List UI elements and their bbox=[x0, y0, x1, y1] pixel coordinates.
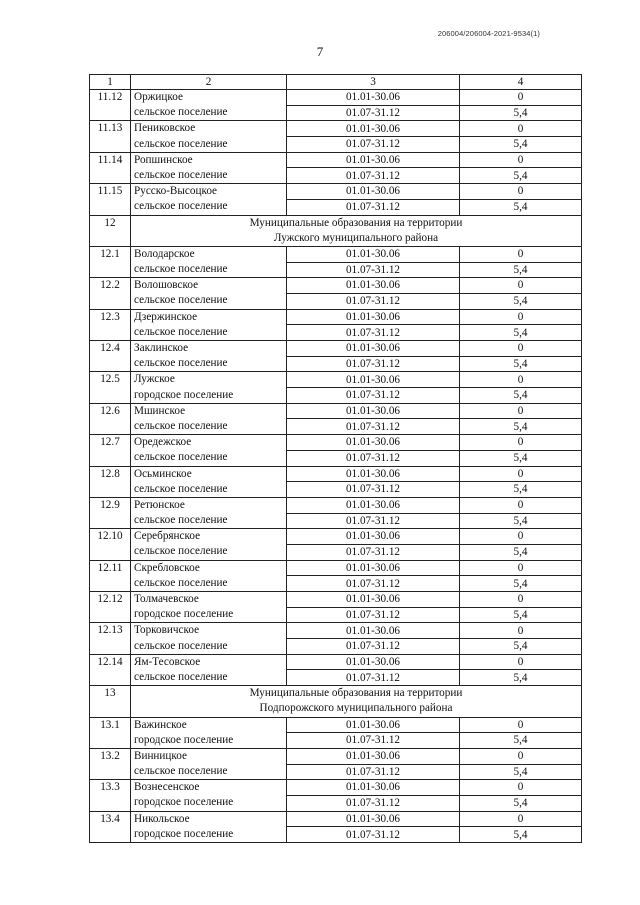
municipality-name-line: Торковичское bbox=[134, 624, 200, 637]
row-number: 13.1 bbox=[90, 717, 131, 748]
municipality-name bbox=[131, 811, 287, 842]
municipality-name-line: городское поселение bbox=[134, 827, 234, 840]
table-row bbox=[90, 90, 582, 106]
column-header: 4 bbox=[460, 75, 582, 90]
municipality-name-line: сельское поселение bbox=[134, 514, 228, 527]
row-number: 12.14 bbox=[90, 654, 131, 685]
group-title-line: Подпорожского муниципального района bbox=[259, 702, 453, 715]
municipality-name-line: сельское поселение bbox=[134, 639, 228, 652]
value-cell: 0 bbox=[460, 811, 582, 827]
table-row bbox=[90, 184, 582, 200]
value-cell: 5,4 bbox=[460, 764, 582, 780]
period-cell: 01.07-31.12 bbox=[287, 137, 460, 153]
municipality-name bbox=[131, 435, 287, 466]
municipality-name-line: городское поселение bbox=[134, 608, 234, 621]
period-cell: 01.07-31.12 bbox=[287, 388, 460, 404]
municipality-name bbox=[131, 592, 287, 623]
municipality-name-line: Важинское bbox=[134, 718, 187, 731]
municipality-name-line: сельское поселение bbox=[134, 576, 228, 589]
period-cell: 01.07-31.12 bbox=[287, 607, 460, 623]
table-row bbox=[90, 152, 582, 168]
value-cell: 5,4 bbox=[460, 639, 582, 655]
period-cell: 01.01-30.06 bbox=[287, 560, 460, 576]
value-cell: 5,4 bbox=[460, 733, 582, 749]
table-row bbox=[90, 748, 582, 764]
municipality-name bbox=[131, 403, 287, 434]
column-header-row bbox=[90, 75, 582, 90]
group-title bbox=[131, 686, 582, 717]
value-cell: 0 bbox=[460, 560, 582, 576]
value-cell: 5,4 bbox=[460, 105, 582, 121]
value-cell: 0 bbox=[460, 152, 582, 168]
value-cell: 0 bbox=[460, 717, 582, 733]
period-cell: 01.01-30.06 bbox=[287, 497, 460, 513]
value-cell: 5,4 bbox=[460, 356, 582, 372]
period-cell: 01.01-30.06 bbox=[287, 717, 460, 733]
value-cell: 5,4 bbox=[460, 199, 582, 215]
period-cell: 01.01-30.06 bbox=[287, 748, 460, 764]
row-number: 12.9 bbox=[90, 497, 131, 528]
municipality-name-line: сельское поселение bbox=[134, 419, 228, 432]
period-cell: 01.01-30.06 bbox=[287, 623, 460, 639]
municipality-name-line: Скребловское bbox=[134, 561, 200, 574]
value-cell: 0 bbox=[460, 748, 582, 764]
municipality-name-line: Волошовское bbox=[134, 279, 199, 292]
value-cell: 5,4 bbox=[460, 137, 582, 153]
row-number: 11.13 bbox=[90, 121, 131, 152]
period-cell: 01.07-31.12 bbox=[287, 293, 460, 309]
row-number: 12.2 bbox=[90, 278, 131, 309]
value-cell: 0 bbox=[460, 466, 582, 482]
group-title-line: Лужского муниципального района bbox=[273, 231, 439, 244]
municipality-name-line: городское поселение bbox=[134, 733, 234, 746]
row-number: 12.10 bbox=[90, 529, 131, 560]
table-row bbox=[90, 435, 582, 451]
municipality-name bbox=[131, 121, 287, 152]
column-header: 3 bbox=[287, 75, 460, 90]
value-cell: 5,4 bbox=[460, 293, 582, 309]
table-row bbox=[90, 497, 582, 513]
group-title bbox=[131, 215, 582, 246]
municipality-name-line: Мшинское bbox=[134, 404, 186, 417]
period-cell: 01.01-30.06 bbox=[287, 90, 460, 106]
municipality-name-line: Ропшинское bbox=[134, 153, 193, 166]
value-cell: 0 bbox=[460, 246, 582, 262]
table-row bbox=[90, 403, 582, 419]
period-cell: 01.01-30.06 bbox=[287, 309, 460, 325]
municipality-name bbox=[131, 780, 287, 811]
row-number: 12.6 bbox=[90, 403, 131, 434]
period-cell: 01.01-30.06 bbox=[287, 403, 460, 419]
period-cell: 01.01-30.06 bbox=[287, 246, 460, 262]
row-number: 12.1 bbox=[90, 246, 131, 277]
value-cell: 0 bbox=[460, 592, 582, 608]
period-cell: 01.01-30.06 bbox=[287, 466, 460, 482]
table-row bbox=[90, 372, 582, 388]
period-cell: 01.01-30.06 bbox=[287, 780, 460, 796]
value-cell: 5,4 bbox=[460, 419, 582, 435]
municipality-name bbox=[131, 341, 287, 372]
period-cell: 01.07-31.12 bbox=[287, 325, 460, 341]
value-cell: 0 bbox=[460, 278, 582, 294]
value-cell: 5,4 bbox=[460, 450, 582, 466]
row-number: 12.5 bbox=[90, 372, 131, 403]
row-number: 12.3 bbox=[90, 309, 131, 340]
tariff-table bbox=[89, 74, 582, 843]
period-cell: 01.01-30.06 bbox=[287, 592, 460, 608]
tariff-table-body bbox=[90, 75, 582, 843]
municipality-name bbox=[131, 717, 287, 748]
municipality-name bbox=[131, 278, 287, 309]
municipality-name bbox=[131, 246, 287, 277]
municipality-name-line: сельское поселение bbox=[134, 765, 228, 778]
municipality-name-line: сельское поселение bbox=[134, 137, 228, 150]
period-cell: 01.01-30.06 bbox=[287, 184, 460, 200]
period-cell: 01.01-30.06 bbox=[287, 435, 460, 451]
municipality-name-line: сельское поселение bbox=[134, 168, 228, 181]
period-cell: 01.07-31.12 bbox=[287, 419, 460, 435]
row-number: 12.7 bbox=[90, 435, 131, 466]
table-row bbox=[90, 466, 582, 482]
row-number: 13.3 bbox=[90, 780, 131, 811]
value-cell: 5,4 bbox=[460, 576, 582, 592]
municipality-name-line: Русско-Высоцкое bbox=[134, 185, 218, 198]
value-cell: 5,4 bbox=[460, 670, 582, 686]
municipality-name-line: Заклинское bbox=[134, 342, 189, 354]
period-cell: 01.01-30.06 bbox=[287, 278, 460, 294]
municipality-name-line: Оредежское bbox=[134, 436, 192, 449]
municipality-name bbox=[131, 654, 287, 685]
period-cell: 01.01-30.06 bbox=[287, 654, 460, 670]
period-cell: 01.01-30.06 bbox=[287, 121, 460, 137]
table-row bbox=[90, 560, 582, 576]
period-cell: 01.07-31.12 bbox=[287, 356, 460, 372]
row-number: 12.8 bbox=[90, 466, 131, 497]
value-cell: 0 bbox=[460, 341, 582, 357]
value-cell: 0 bbox=[460, 623, 582, 639]
value-cell: 5,4 bbox=[460, 325, 582, 341]
table-row bbox=[90, 309, 582, 325]
municipality-name-line: Ям-Тесовское bbox=[134, 655, 201, 668]
value-cell: 5,4 bbox=[460, 388, 582, 404]
municipality-name bbox=[131, 623, 287, 654]
municipality-name bbox=[131, 497, 287, 528]
value-cell: 0 bbox=[460, 403, 582, 419]
value-cell: 5,4 bbox=[460, 607, 582, 623]
period-cell: 01.07-31.12 bbox=[287, 199, 460, 215]
period-cell: 01.07-31.12 bbox=[287, 168, 460, 184]
municipality-name-line: сельское поселение bbox=[134, 325, 228, 338]
value-cell: 0 bbox=[460, 184, 582, 200]
period-cell: 01.01-30.06 bbox=[287, 372, 460, 388]
period-cell: 01.07-31.12 bbox=[287, 795, 460, 811]
period-cell: 01.07-31.12 bbox=[287, 262, 460, 278]
value-cell: 5,4 bbox=[460, 795, 582, 811]
municipality-name-line: городское поселение bbox=[134, 796, 234, 809]
value-cell: 5,4 bbox=[460, 827, 582, 843]
table-row bbox=[90, 811, 582, 827]
document-id: 206004/206004-2021-9534(1) bbox=[437, 29, 540, 38]
row-number: 13.2 bbox=[90, 748, 131, 779]
page-number: 7 bbox=[316, 44, 324, 59]
municipality-name-line: Пениковское bbox=[134, 122, 196, 135]
table-row bbox=[90, 278, 582, 294]
column-header: 1 bbox=[90, 75, 131, 90]
value-cell: 0 bbox=[460, 497, 582, 513]
period-cell: 01.07-31.12 bbox=[287, 733, 460, 749]
municipality-name-line: Оржицкое bbox=[134, 91, 183, 103]
municipality-name-line: Ретюнское bbox=[134, 498, 185, 511]
group-title-line: Муниципальные образования на территории bbox=[249, 216, 463, 229]
period-cell: 01.01-30.06 bbox=[287, 341, 460, 357]
period-cell: 01.01-30.06 bbox=[287, 811, 460, 827]
row-number: 12.12 bbox=[90, 592, 131, 623]
row-number: 12.11 bbox=[90, 560, 131, 591]
value-cell: 0 bbox=[460, 435, 582, 451]
period-cell: 01.07-31.12 bbox=[287, 670, 460, 686]
municipality-name-line: сельское поселение bbox=[134, 106, 228, 119]
period-cell: 01.07-31.12 bbox=[287, 513, 460, 529]
municipality-name bbox=[131, 466, 287, 497]
row-number: 13 bbox=[90, 686, 131, 717]
table-row bbox=[90, 121, 582, 137]
period-cell: 01.01-30.06 bbox=[287, 152, 460, 168]
group-row bbox=[90, 686, 582, 717]
row-number: 12.13 bbox=[90, 623, 131, 654]
period-cell: 01.07-31.12 bbox=[287, 764, 460, 780]
table-row bbox=[90, 717, 582, 733]
row-number: 12 bbox=[90, 215, 131, 246]
period-cell: 01.07-31.12 bbox=[287, 827, 460, 843]
row-number: 11.15 bbox=[90, 184, 131, 215]
value-cell: 5,4 bbox=[460, 513, 582, 529]
row-number: 11.12 bbox=[90, 90, 131, 121]
value-cell: 5,4 bbox=[460, 168, 582, 184]
table-row bbox=[90, 341, 582, 357]
table-row bbox=[90, 529, 582, 545]
value-cell: 5,4 bbox=[460, 482, 582, 498]
period-cell: 01.07-31.12 bbox=[287, 105, 460, 121]
column-header: 2 bbox=[131, 75, 287, 90]
value-cell: 0 bbox=[460, 529, 582, 545]
municipality-name-line: сельское поселение bbox=[134, 263, 228, 276]
table-row bbox=[90, 654, 582, 670]
value-cell: 0 bbox=[460, 372, 582, 388]
municipality-name-line: Дзержинское bbox=[134, 310, 198, 323]
table-row bbox=[90, 780, 582, 796]
municipality-name-line: сельское поселение bbox=[134, 294, 228, 307]
municipality-name-line: сельское поселение bbox=[134, 482, 228, 495]
municipality-name-line: Лужское bbox=[134, 373, 175, 386]
value-cell: 0 bbox=[460, 90, 582, 106]
value-cell: 0 bbox=[460, 654, 582, 670]
municipality-name-line: Володарское bbox=[134, 247, 195, 260]
municipality-name-line: Серебрянское bbox=[134, 530, 201, 543]
period-cell: 01.07-31.12 bbox=[287, 482, 460, 498]
group-title-line: Муниципальные образования на территории bbox=[249, 687, 463, 700]
municipality-name-line: городское поселение bbox=[134, 388, 234, 401]
value-cell: 0 bbox=[460, 309, 582, 325]
table-row bbox=[90, 246, 582, 262]
municipality-name bbox=[131, 529, 287, 560]
period-cell: 01.07-31.12 bbox=[287, 544, 460, 560]
period-cell: 01.07-31.12 bbox=[287, 450, 460, 466]
value-cell: 5,4 bbox=[460, 544, 582, 560]
row-number: 13.4 bbox=[90, 811, 131, 842]
municipality-name-line: сельское поселение bbox=[134, 200, 228, 213]
value-cell: 5,4 bbox=[460, 262, 582, 278]
municipality-name-line: Осьминское bbox=[134, 467, 192, 480]
period-cell: 01.07-31.12 bbox=[287, 639, 460, 655]
municipality-name bbox=[131, 748, 287, 779]
municipality-name-line: Никольское bbox=[134, 812, 190, 825]
period-cell: 01.07-31.12 bbox=[287, 576, 460, 592]
municipality-name-line: Толмачевское bbox=[134, 593, 199, 605]
municipality-name bbox=[131, 184, 287, 215]
municipality-name-line: Вознесенское bbox=[134, 781, 200, 794]
municipality-name bbox=[131, 90, 287, 121]
period-cell: 01.01-30.06 bbox=[287, 529, 460, 545]
municipality-name-line: сельское поселение bbox=[134, 545, 228, 558]
row-number: 12.4 bbox=[90, 341, 131, 372]
value-cell: 0 bbox=[460, 121, 582, 137]
table-row bbox=[90, 592, 582, 608]
group-row bbox=[90, 215, 582, 246]
row-number: 11.14 bbox=[90, 152, 131, 183]
municipality-name bbox=[131, 309, 287, 340]
municipality-name bbox=[131, 152, 287, 183]
municipality-name bbox=[131, 560, 287, 591]
municipality-name bbox=[131, 372, 287, 403]
municipality-name-line: сельское поселение bbox=[134, 451, 228, 464]
municipality-name-line: сельское поселение bbox=[134, 670, 228, 683]
value-cell: 0 bbox=[460, 780, 582, 796]
municipality-name-line: Винницкое bbox=[134, 749, 187, 762]
municipality-name-line: сельское поселение bbox=[134, 357, 228, 370]
table-row bbox=[90, 623, 582, 639]
